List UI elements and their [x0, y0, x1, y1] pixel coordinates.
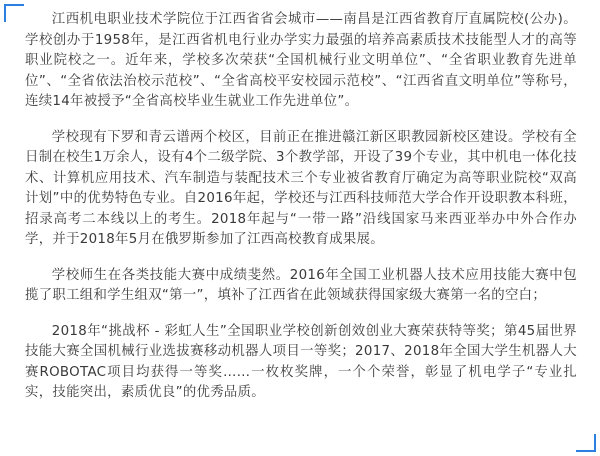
paragraph-campus: 学校现有下罗和青云谱两个校区，目前正在推进赣江新区职教园新校区建设。学校有全日制在校生1万余人，设有4个二级学院、3个教学部，开设了39个专业，其中机电一体化技术、计算机应用技术、汽车制造与装配技术三个专业被省教育厅确定为高等职业院校“双高计划”中的优势特色专业。自2016年起，学校还与江西科技师范大学合作开设职教本科班，招录高考二本线以上的考生。2018年起与“一带一路”沿线国家马来西亚举办中外合作办学，并于2018年5月在俄罗斯参加了江西高校教育成果展。	[25, 129, 577, 247]
top-left-corner-bracket	[4, 4, 24, 22]
paragraph-competitions: 学校师生在各类技能大赛中成绩斐然。2016年全国工业机器人技术应用技能大赛中包揽了职工组和学生组双“第一”，填补了江西省在此领域获得国家级大赛第一名的空白；	[25, 267, 577, 303]
paragraph-intro: 江西机电职业技术学院位于江西省省会城市——南昌是江西省教育厅直属院校(公办)。学校创办于1958年，是江西省机电行业办学实力最强的培养高素质技术技能型人才的高等职业院校之一。近年来，学校多次荣获“全国机械行业文明单位”、“全省职业教育先进单位”、“全省依法治校示范校”、“全省高校平安校园示范校”、“江西省直文明单位”等称号，连续14年被授予“全省高校毕业生就业工作先进单位”。	[25, 12, 577, 109]
bottom-right-corner-bracket	[576, 434, 596, 452]
article-body	[25, 10, 577, 419]
paragraph-awards: 2018年“挑战杯 - 彩虹人生”全国职业学校创新创效创业大赛荣获特等奖；第45届世界技能大赛全国机械行业选拔赛移动机器人项目一等奖；2017、2018年全国大学生机器人大赛ROBOTAC项目均获得一等奖……一枚枚奖牌，一个个荣誉，彰显了机电学子“专业扎实，技能突出，素质优良”的优秀品质。	[25, 323, 577, 400]
